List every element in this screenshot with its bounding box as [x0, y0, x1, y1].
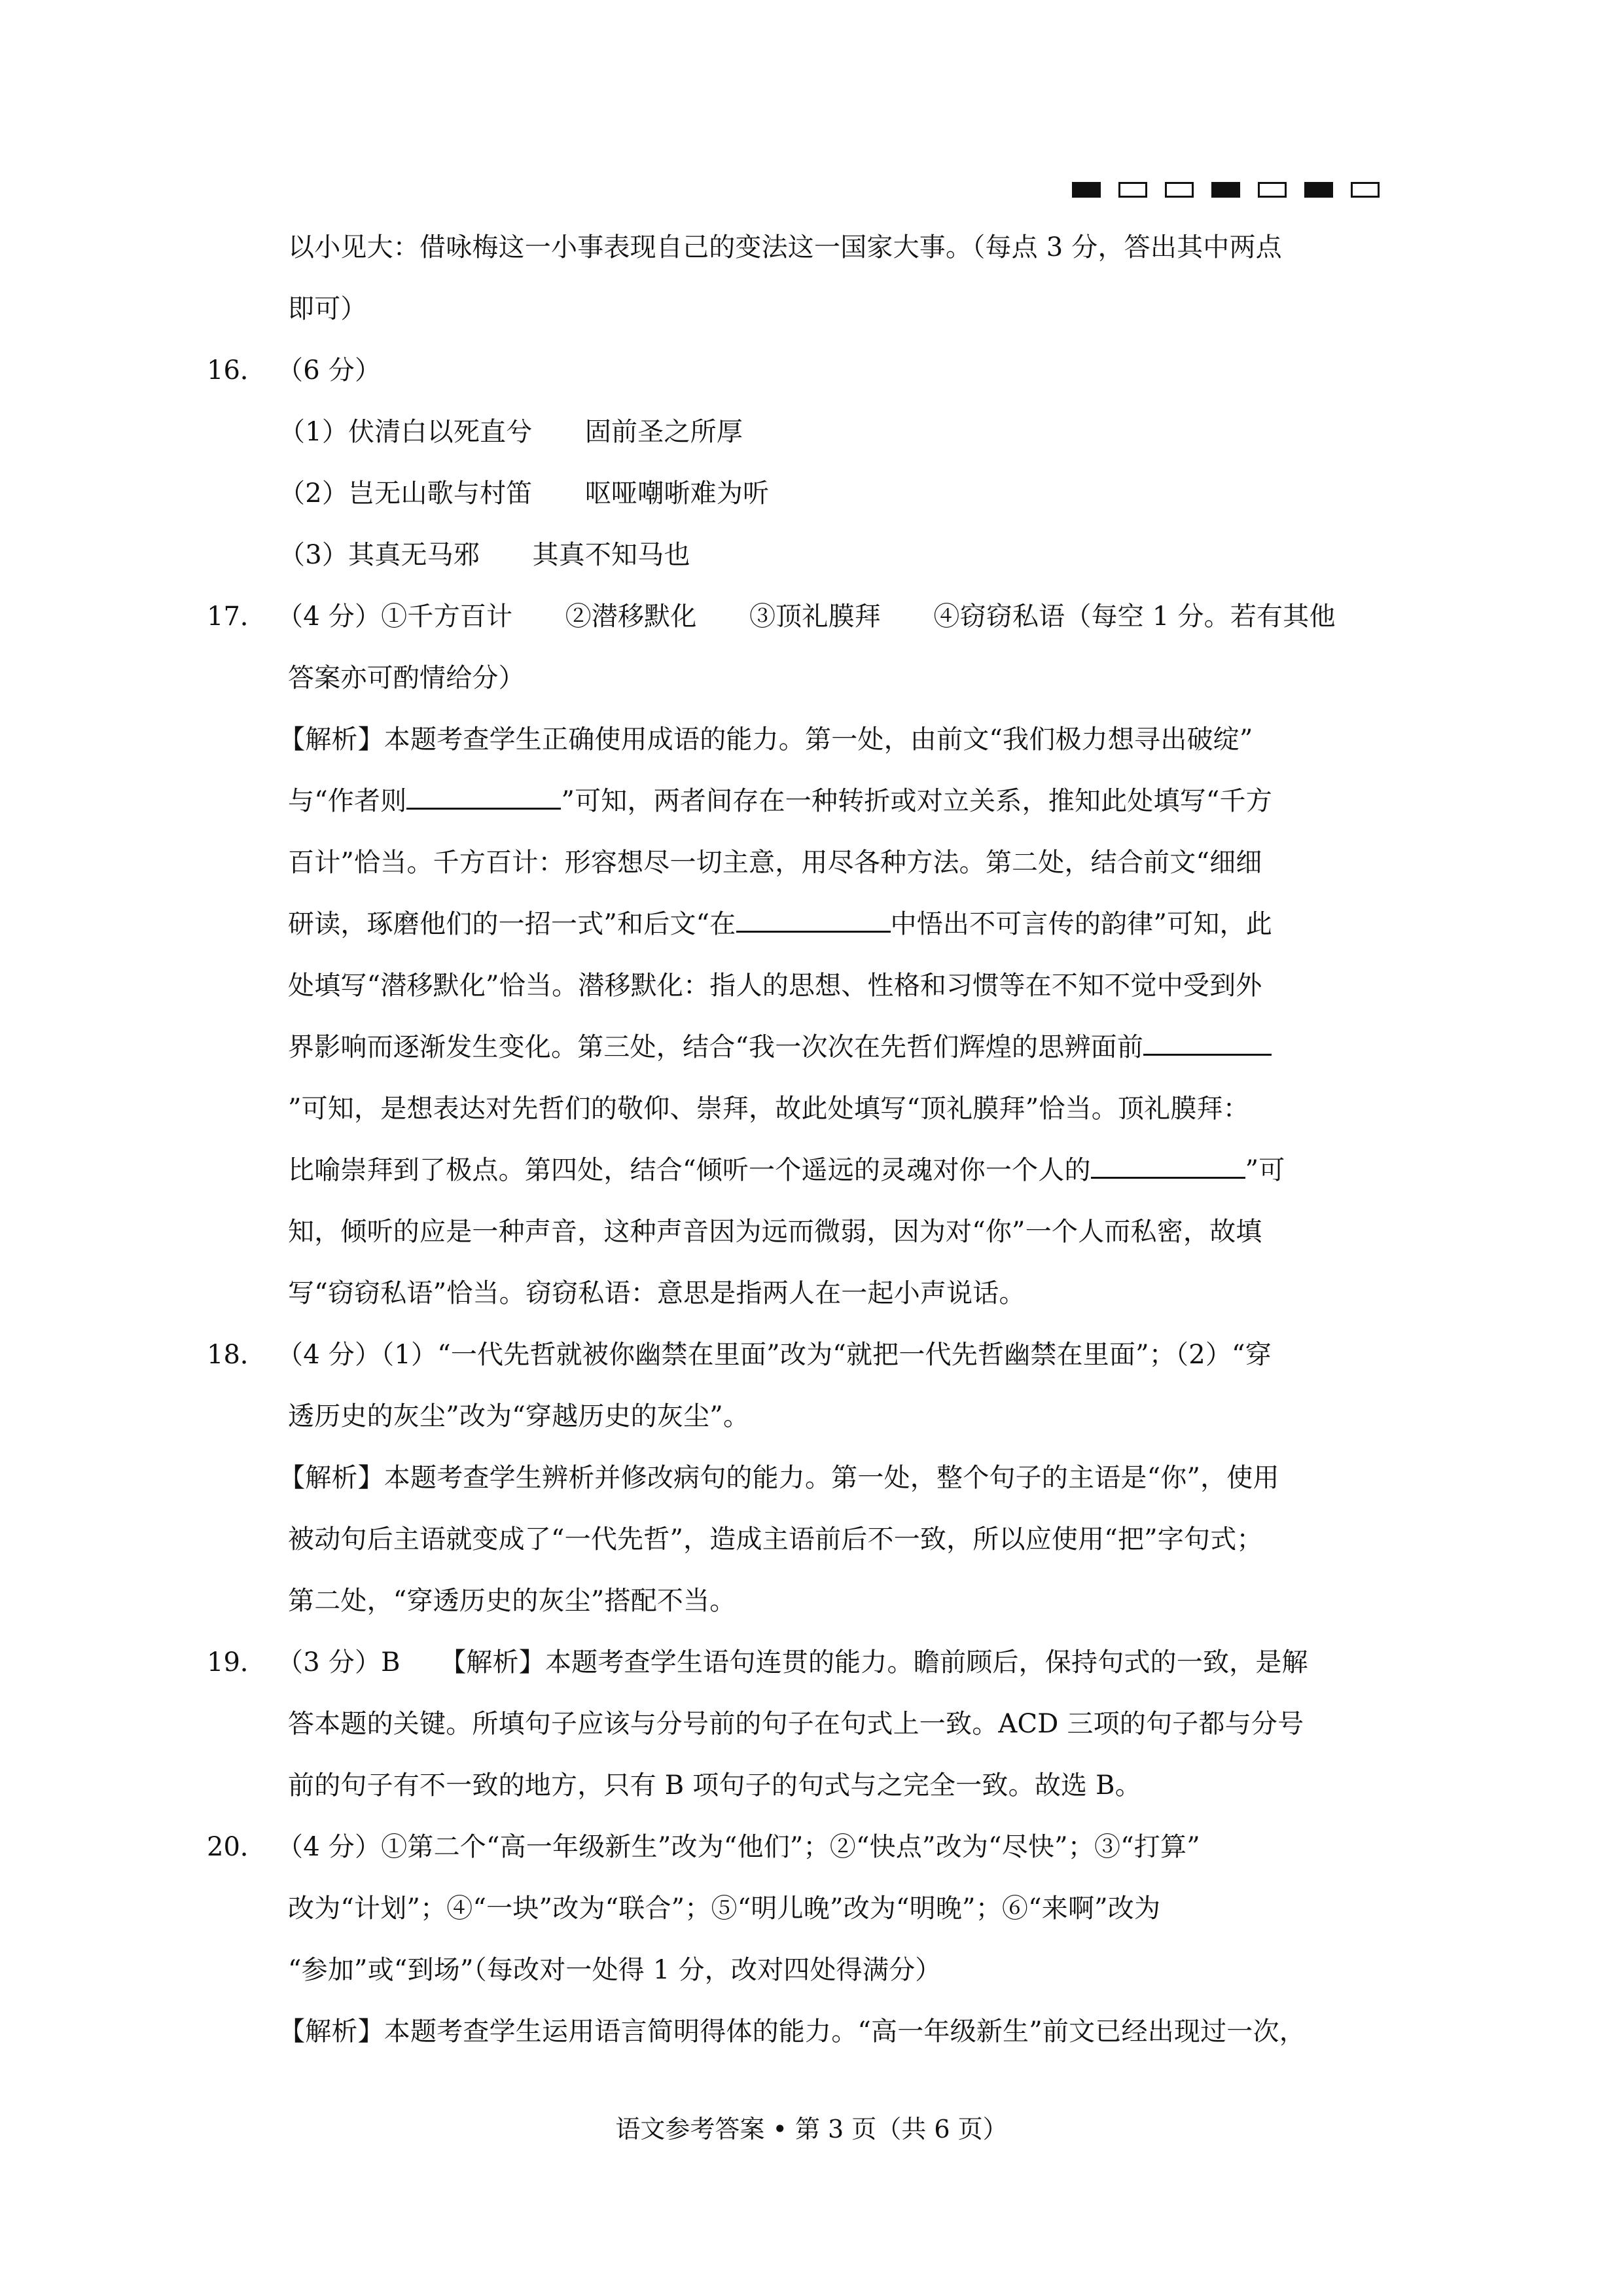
mark-7 — [1351, 182, 1380, 198]
text-line: （3 分）B 【解析】本题考查学生语句连贯的能力。瞻前顾后，保持句式的一致，是解 — [277, 1647, 1308, 1677]
text-line: 第二处，“穿透历史的灰尘”搭配不当。 — [288, 1586, 736, 1616]
mark-4 — [1211, 182, 1240, 198]
text-line: （4 分）（1）“一代先哲就被你幽禁在里面”改为“就把一代先哲幽禁在里面”；（2）“穿 — [277, 1340, 1272, 1370]
analysis-line: 【解析】本题考查学生辨析并修改病句的能力。第一处，整个句子的主语是“你”，使用 — [279, 1463, 1279, 1493]
text-line: ”可知，是想表达对先哲们的敬仰、崇拜，故此处填写“顶礼膜拜”恰当。顶礼膜拜： — [288, 1094, 1249, 1124]
text-line-with-blank — [288, 908, 1272, 940]
question-number-16: 16． — [207, 355, 266, 386]
header-marks — [1072, 182, 1380, 198]
fill-blank — [1091, 1155, 1245, 1179]
text-line: 百计”恰当。千方百计：形容想尽一切主意，用尽各种方法。第二处，结合前文“细细 — [288, 848, 1262, 878]
mark-3 — [1165, 182, 1194, 198]
text-line-with-blank — [288, 1031, 1272, 1063]
text-line: 即可） — [288, 294, 367, 324]
text-line: 写“窃窃私语”恰当。窃窃私语：意思是指两人在一起小声说话。 — [288, 1278, 1026, 1308]
text-line: 知，倾听的应是一种声音，这种声音因为远而微弱，因为对“你”一个人而私密，故填 — [288, 1217, 1262, 1247]
text-line-with-blank — [288, 785, 1272, 817]
fill-blank — [406, 785, 561, 810]
question-number-18: 18． — [207, 1340, 266, 1370]
text-line: 答案亦可酌情给分） — [288, 663, 525, 693]
text-line: 被动句后主语就变成了“一代先哲”，造成主语前后不一致，所以应使用“把”字句式； — [288, 1524, 1263, 1554]
text-segment: 研读，琢磨他们的一招一式”和后文“在 — [288, 909, 736, 939]
text-segment: 与“作者则 — [288, 786, 407, 816]
analysis-line: 【解析】本题考查学生正确使用成语的能力。第一处，由前文“我们极力想寻出破绽” — [279, 725, 1253, 755]
text-line: “参加”或“到场”（每改对一处得 1 分，改对四处得满分） — [288, 1955, 942, 1985]
text-line: 改为“计划”；④“一块”改为“联合”；⑤“明儿晚”改为“明晚”；⑥“来啊”改为 — [288, 1893, 1161, 1924]
question-number-20: 20． — [207, 1832, 266, 1862]
page-footer: 语文参考答案 • 第 3 页（共 6 页） — [615, 2115, 1008, 2144]
text-segment: 界影响而逐渐发生变化。第三处，结合“我一次次在先哲们辉煌的思辨面前 — [288, 1032, 1144, 1062]
text-line: （3）其真无马邪 其真不知马也 — [279, 540, 690, 570]
fill-blank — [736, 908, 891, 933]
mark-2 — [1118, 182, 1147, 198]
mark-5 — [1258, 182, 1287, 198]
analysis-line: 【解析】本题考查学生运用语言简明得体的能力。“高一年级新生”前文已经出现过一次， — [279, 2017, 1306, 2047]
text-segment: ”可 — [1245, 1155, 1285, 1185]
mark-6 — [1304, 182, 1333, 198]
text-line-with-blank — [288, 1155, 1285, 1186]
mark-1 — [1072, 182, 1101, 198]
text-line: 前的句子有不一致的地方，只有 B 项句子的句式与之完全一致。故选 B。 — [288, 1770, 1141, 1801]
text-line: （6 分） — [277, 355, 382, 386]
text-line: （4 分）①千方百计 ②潜移默化 ③顶礼膜拜 ④窃窃私语（每空 1 分。若有其他 — [277, 601, 1336, 632]
fill-blank — [1143, 1031, 1272, 1056]
text-line: 透历史的灰尘”改为“穿越历史的灰尘”。 — [288, 1401, 750, 1431]
text-line: 以小见大：借咏梅这一小事表现自己的变法这一国家大事。（每点 3 分，答出其中两点 — [288, 232, 1282, 262]
text-line: 处填写“潜移默化”恰当。潜移默化：指人的思想、性格和习惯等在不知不觉中受到外 — [288, 971, 1262, 1001]
text-segment: 中悟出不可言传的韵律”可知，此 — [890, 909, 1272, 939]
text-line: （1）伏清白以死直兮 固前圣之所厚 — [279, 417, 743, 447]
question-number-17: 17． — [207, 601, 266, 632]
text-segment: ”可知，两者间存在一种转折或对立关系，推知此处填写“千方 — [561, 786, 1272, 816]
text-segment: 比喻崇拜到了极点。第四处，结合“倾听一个遥远的灵魂对你一个人的 — [288, 1155, 1091, 1185]
question-number-19: 19． — [207, 1647, 266, 1677]
text-line: （2）岂无山歌与村笛 呕哑嘲哳难为听 — [279, 478, 770, 509]
text-line: 答本题的关键。所填句子应该与分号前的句子在句式上一致。ACD 三项的句子都与分号 — [288, 1709, 1304, 1739]
text-line: （4 分）①第二个“高一年级新生”改为“他们”；②“快点”改为“尽快”；③“打算” — [277, 1832, 1200, 1862]
